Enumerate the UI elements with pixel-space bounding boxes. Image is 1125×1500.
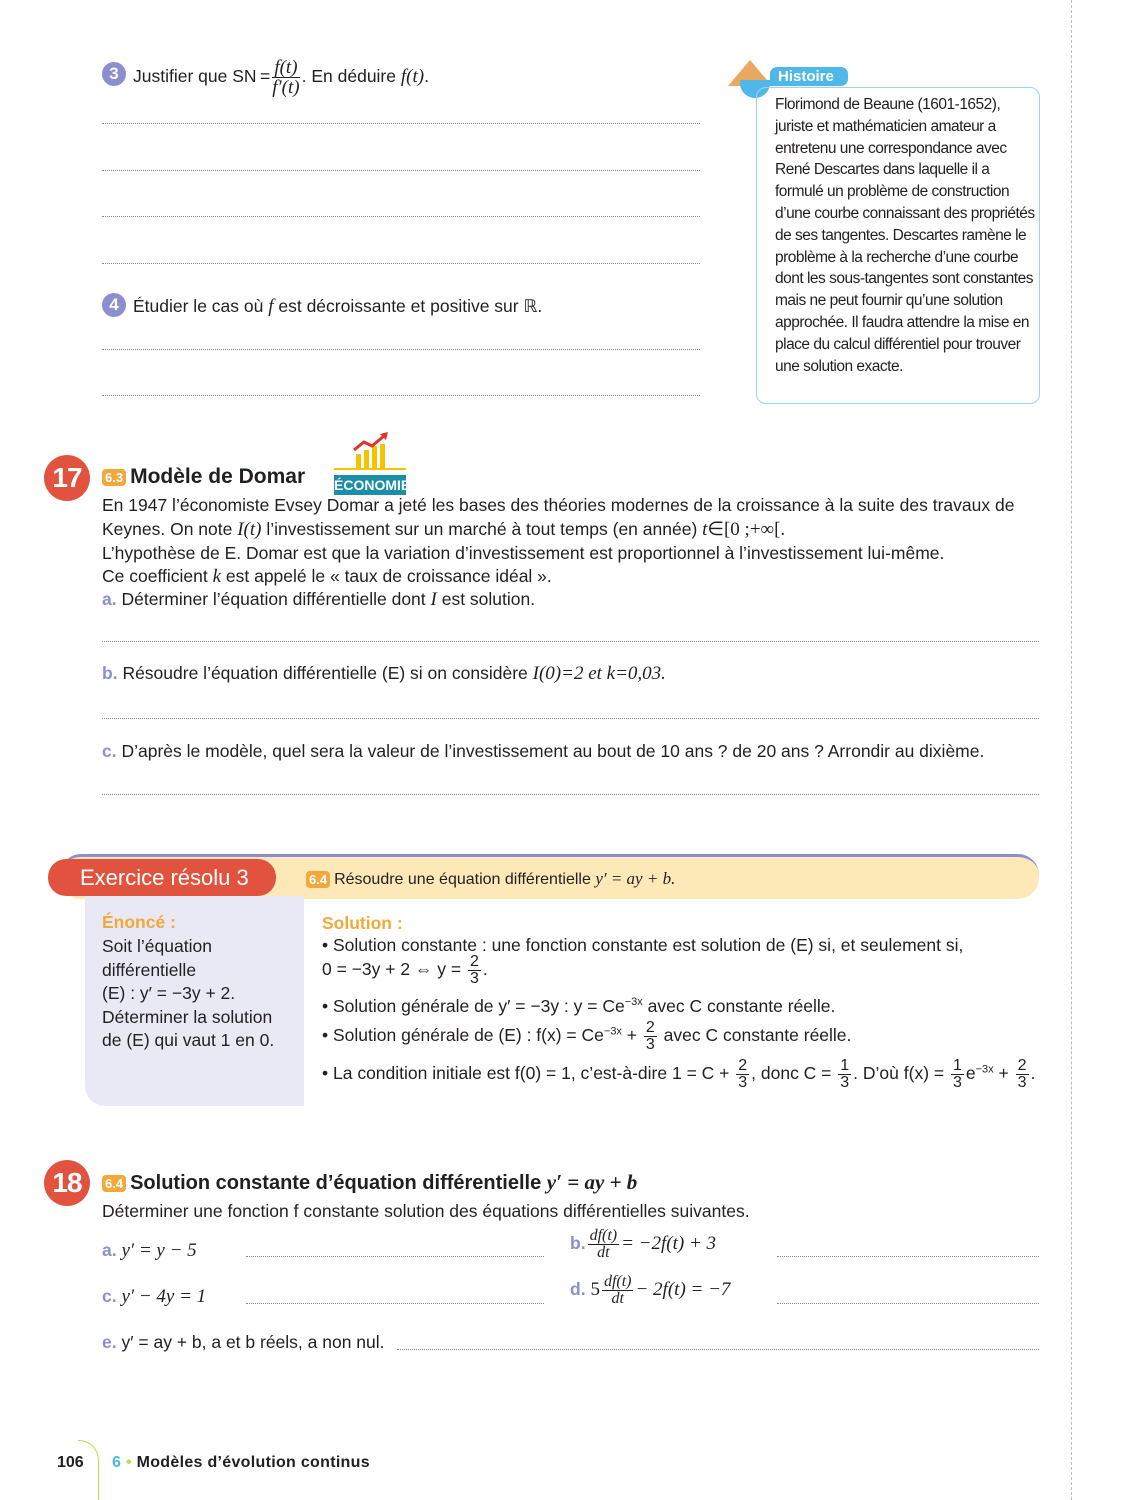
label: a. [102,1240,117,1260]
exp: −3x [603,1025,622,1038]
m: ∈[0 ;+∞[. [707,519,786,540]
d: 3 [645,1036,655,1053]
solution-1: • Solution constante : une fonction constante est solution de (E) si, et seulement si, [322,935,964,955]
page-number: 106 [57,1454,84,1471]
q3-math: f(t) [400,66,425,88]
fraction [838,1058,851,1091]
answer-line[interactable] [102,123,700,124]
histoire-text: Florimond de Beaune (1601-1652), juriste et mathématicien amateur a entretenu une correspondance avec René Descartes dans laquelle il a formulé un problème de construction d’une courbe connaissant des propriétés de ses tangentes. Descartes ramène le problème à la recherche d’une courbe dont les sous-tangentes sont constantes mais ne peut fournir qu’une solution approchée. Il faudra attendre la mise en place du calcul différentiel pour trouver une solution exacte. [775,96,1035,375]
m: y′ − 4y = 1 [121,1286,207,1307]
d: dt [597,1244,610,1261]
theme-label: ÉCONOMIE [334,477,411,493]
q4-text: Étudier le cas où [133,296,269,316]
ex18-intro: Déterminer une fonction f constante solution des équations différentielles suivantes. [102,1201,750,1221]
fraction [588,1228,620,1261]
exercise-title [102,465,305,489]
t: Résoudre une équation différentielle [334,871,596,888]
t: avec C constante réelle. [642,996,836,1016]
t: différentielle [102,959,197,980]
t: Déterminer la solution [102,1006,273,1027]
solution-2 [322,996,835,1017]
ex18-d [570,1274,730,1307]
t: est solution. [436,589,536,609]
t: y′ = ay + b, a et b réels, a non nul. [121,1332,385,1352]
t: de (E) qui vaut 1 en 0. [102,1030,275,1050]
question-number: 3 [102,62,126,86]
exp: −3x [624,996,643,1009]
exp: −3x [975,1063,994,1076]
m: k [212,566,222,587]
enonce-text [102,935,274,1053]
ex18-e [102,1332,385,1353]
ex17-p3: L’hypothèse de E. Domar est que la variation d’investissement est proportionnel à l’investissement lui-même. [102,543,945,563]
question-4 [133,296,542,318]
m: y′ = ay + b [546,1170,638,1194]
answer-line[interactable] [246,1303,544,1304]
exercise-number: 17 [44,455,90,501]
histoire-tag: Histoire [770,67,848,86]
t: • Solution générale de (E) : f(x) = Ce [322,1025,604,1046]
answer-line[interactable] [102,170,700,171]
m: = −2f(t) + 3 [621,1233,717,1255]
footer-decor [78,1440,99,1500]
answer-line[interactable] [102,263,700,264]
section-tag: 6.4 [306,871,330,888]
m: 5 [590,1279,600,1301]
fraction [644,1020,657,1053]
t: 0 = −3y + 2 ⇔ y = [322,959,466,980]
t: • Solution générale de y′ = −3y : y = Ce [322,996,625,1016]
chapter-number: 6 [112,1454,122,1471]
t: , donc C = [751,1063,837,1084]
n: 2 [738,1057,748,1074]
q3-text: Justifier que SN = [133,66,271,87]
m: t [702,519,708,540]
label: c. [102,741,117,761]
fraction [736,1058,749,1091]
d: dt [611,1290,624,1307]
ex17-p4 [102,566,552,588]
answer-line[interactable] [102,718,1039,719]
answer-line[interactable] [102,395,700,396]
d: 3 [840,1074,850,1091]
t: Ce coefficient [102,566,213,586]
ex17-b [102,663,666,685]
ex18-c [102,1286,206,1308]
frac-den: f′(t) [272,77,300,98]
n: 2 [469,953,479,970]
n: df(t) [603,1273,632,1290]
fraction [951,1058,964,1091]
q3-after: . En déduire [301,66,401,87]
answer-line[interactable] [102,216,700,217]
d: 3 [738,1074,748,1091]
answer-line[interactable] [246,1256,544,1257]
m: y′ = y − 5 [121,1240,197,1261]
n: df(t) [589,1227,618,1244]
ex18-b [570,1228,716,1261]
d: 3 [469,970,479,987]
chart-growth-icon [334,432,406,470]
answer-line[interactable] [102,349,700,350]
d: 3 [1017,1074,1027,1091]
ex17-c [102,741,984,762]
m: y′ = ay + b. [595,869,676,888]
solution-1b: 0 = −3y + 2 ⇔ y = $\frac{2}{3}$ . [322,953,488,987]
solution-4: • La condition initiale est f(0) = 1, c’est-à-dire 1 = C + $\frac{2}{3}$ , donc C = $\frac{1}{3}$ . D’où f(x) = $\frac{1}{3}$ $e^{-3x}$ + $\frac{2}{3}$ . [322,1057,1036,1091]
label: b. [570,1233,586,1254]
solution-3: • Solution générale de (E) : $f(x) = Ce^{-3x}$ + $\frac{2}{3}$ avec C constante réelle. [322,1019,852,1053]
t: Résoudre l’équation différentielle (E) si on considère [122,663,533,683]
fraction [272,58,299,97]
enonce-label: Énoncé : [102,912,176,932]
n: 1 [840,1057,850,1074]
m: I [430,589,437,610]
margin-line [1071,0,1072,1500]
answer-line[interactable] [102,794,1039,795]
label: c. [102,1286,117,1306]
label: e. [102,1332,117,1352]
t: Soit l’équation [102,936,212,956]
t: l’investissement sur un marché à tout temps (en année) [261,519,703,539]
chapter-title [112,1454,370,1472]
exercise-title [102,1170,637,1195]
fraction [602,1274,634,1307]
answer-line[interactable] [777,1256,1039,1257]
section-tag: 6.4 [102,1175,126,1192]
q4-math: f [268,296,274,317]
label: d. [570,1279,586,1300]
section-tag: 6.3 [102,469,126,486]
n: 2 [645,1019,655,1036]
resolu-subtitle [306,869,675,889]
t: Solution constante d’équation différentielle [130,1172,547,1194]
t: est appelé le « taux de croissance idéal ». [221,566,552,586]
n: 2 [1017,1057,1027,1074]
ex17-p2 [102,518,785,541]
t: D’après le modèle, quel sera la valeur de l’investissement au bout de 10 ans ? de 20 ans ? Arrondir au dixième. [121,741,985,761]
t: avec C constante réelle. [658,1025,852,1046]
m: − 2f(t) = −7 [635,1279,731,1301]
t: Keynes. On note [102,519,238,539]
question-3 [133,58,429,97]
frac-num: f(t) [274,57,298,78]
label: a. [102,589,117,609]
t: (E) : y′ = −3y + 2. [102,983,236,1003]
question-number: 4 [102,293,126,317]
t: . D’où f(x) = [853,1063,949,1084]
answer-line[interactable] [777,1303,1039,1304]
d: 3 [952,1074,962,1091]
q4-text2: est décroissante et positive sur ℝ. [273,296,543,316]
q3-end: . [424,66,429,87]
ex17-p1: En 1947 l’économiste Evsey Domar a jeté les bases des théories modernes de la croissance à la suite des travaux de [102,495,1015,515]
m: I(0)=2 et k=0,03. [532,663,666,684]
ex17-a [102,589,535,611]
t: e [965,1063,976,1084]
title-text: Modèle de Domar [130,465,306,488]
exercise-number: 18 [44,1160,90,1206]
fraction [468,954,481,987]
solution-label: Solution : [322,913,403,933]
n: 1 [952,1057,962,1074]
t: + [993,1063,1014,1084]
t: Déterminer l’équation différentielle dont [121,589,431,609]
economie-badge [334,432,411,493]
answer-line[interactable] [102,641,1039,642]
resolu-title: Exercice résolu 3 [48,859,276,896]
ex18-a [102,1240,197,1262]
t: • La condition initiale est f(0) = 1, c’est-à-dire 1 = C + [322,1063,735,1084]
sep: • [125,1454,132,1471]
answer-line[interactable] [397,1349,1039,1350]
chapter-name: Modèles d’évolution continus [136,1454,370,1471]
fraction [1016,1058,1029,1091]
m: I(t) [237,519,262,540]
label: b. [102,663,118,683]
